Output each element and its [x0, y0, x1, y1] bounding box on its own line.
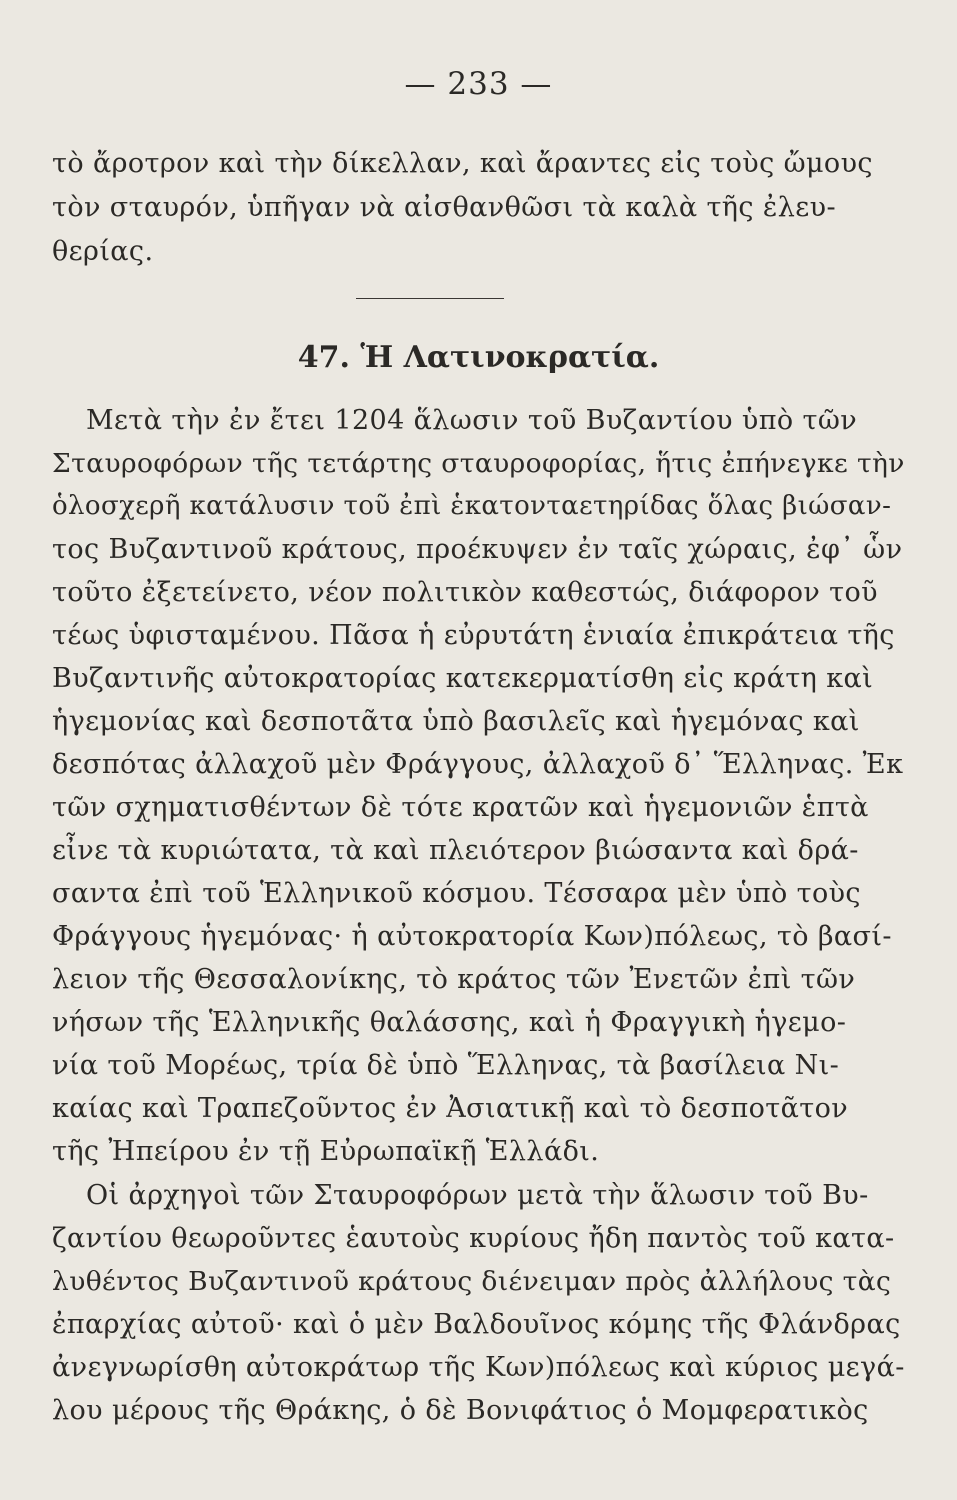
paragraph1-line-14: λειον τῆς Θεσσαλονίκης, τὸ κράτος τῶν Ἐνετῶν ἐπὶ τῶν — [52, 964, 856, 995]
intro-line-3: θερίας. — [52, 236, 154, 267]
intro-line-2: τὸν σταυρόν, ὑπῆγαν νὰ αἰσθανθῶσι τὰ καλὰ τῆς ἐλευ- — [52, 192, 836, 223]
paragraph1-line-1: Μετὰ τὴν ἐν ἔτει 1204 ἅλωσιν τοῦ Βυζαντίου ὑπὸ τῶν — [86, 405, 858, 436]
paragraph1-line-2: Σταυροφόρων τῆς τετάρτης σταυροφορίας, ἥτις ἐπήνεγκε τὴν — [52, 448, 905, 479]
paragraph1-line-11: εἶνε τὰ κυριώτατα, τὰ καὶ πλειότερον βιώσαντα καὶ δρά- — [52, 835, 859, 866]
paragraph1-line-15: νήσων τῆς Ἑλληνικῆς θαλάσσης, καὶ ἡ Φραγγικὴ ἡγεμο- — [52, 1007, 847, 1038]
paragraph1-line-16: νία τοῦ Μορέως, τρία δὲ ὑπὸ Ἕλληνας, τὰ βασίλεια Νι- — [52, 1050, 840, 1081]
paragraph1-line-6: τέως ὑφισταμένου. Πᾶσα ἡ εὐρυτάτη ἑνιαία ἐπικράτεια τῆς — [52, 620, 895, 651]
paragraph2-line-6: λου μέρους τῆς Θράκης, ὁ δὲ Βονιφάτιος ὁ Μομφερατικὸς — [52, 1395, 869, 1426]
paragraph2-line-1: Οἱ ἀρχηγοὶ τῶν Σταυροφόρων μετὰ τὴν ἅλωσιν τοῦ Βυ- — [86, 1180, 869, 1211]
section-divider — [356, 298, 504, 299]
paragraph1-line-8: ἡγεμονίας καὶ δεσποτᾶτα ὑπὸ βασιλεῖς καὶ ἡγεμόνας καὶ — [52, 706, 860, 737]
paragraph1-line-13: Φράγγους ἡγεμόνας· ἡ αὐτοκρατορία Κων)πόλεως, τὸ βασί- — [52, 921, 892, 952]
paragraph2-line-4: ἐπαρχίας αὐτοῦ· καὶ ὁ μὲν Βαλδουῖνος κόμης τῆς Φλάνδρας — [52, 1309, 901, 1340]
paragraph1-line-7: Βυζαντινῆς αὐτοκρατορίας κατεκερματίσθη εἰς κράτη καὶ — [52, 663, 874, 694]
paragraph1-line-3: ὁλοσχερῆ κατάλυσιν τοῦ ἐπὶ ἑκατονταετηρίδας ὅλας βιώσαν- — [52, 491, 892, 521]
section-title: 47. Ἡ Λατινοκρατία. — [297, 340, 660, 375]
intro-line-1: τὸ ἄροτρον καὶ τὴν δίκελλαν, καὶ ἄραντες εἰς τοὺς ὤμους — [52, 148, 873, 179]
page-number: — 233 — — [404, 66, 553, 102]
paragraph1-line-17: καίας καὶ Τραπεζοῦντος ἐν Ἀσιατικῇ καὶ τὸ δεσποτᾶτον — [52, 1093, 849, 1124]
paragraph1-line-9: δεσπότας ἀλλαχοῦ μὲν Φράγγους, ἀλλαχοῦ δ᾽ Ἕλληνας. Ἐκ — [52, 749, 904, 780]
paragraph1-line-10: τῶν σχηματισθέντων δὲ τότε κρατῶν καὶ ἡγεμονιῶν ἑπτὰ — [52, 792, 869, 823]
paragraph1-line-4: τος Βυζαντινοῦ κράτους, προέκυψεν ἐν ταῖς χώραις, ἐφ᾽ ὧν — [52, 534, 903, 565]
paragraph1-line-18: τῆς Ἠπείρου ἐν τῇ Εὐρωπαϊκῇ Ἑλλάδι. — [52, 1136, 600, 1167]
paragraph1-line-5: τοῦτο ἐξετείνετο, νέον πολιτικὸν καθεστώς, διάφορον τοῦ — [52, 577, 878, 608]
paragraph1-line-12: σαντα ἐπὶ τοῦ Ἑλληνικοῦ κόσμου. Τέσσαρα μὲν ὑπὸ τοὺς — [52, 878, 861, 909]
paragraph2-line-5: ἀνεγνωρίσθη αὐτοκράτωρ τῆς Κων)πόλεως καὶ κύριος μεγά- — [52, 1352, 905, 1383]
paragraph2-line-3: λυθέντος Βυζαντινοῦ κράτους διένειμαν πρὸς ἀλλήλους τὰς — [52, 1266, 892, 1297]
paragraph2-line-2: ζαντίου θεωροῦντες ἑαυτοὺς κυρίους ἤδη παντὸς τοῦ κατα- — [52, 1223, 895, 1254]
